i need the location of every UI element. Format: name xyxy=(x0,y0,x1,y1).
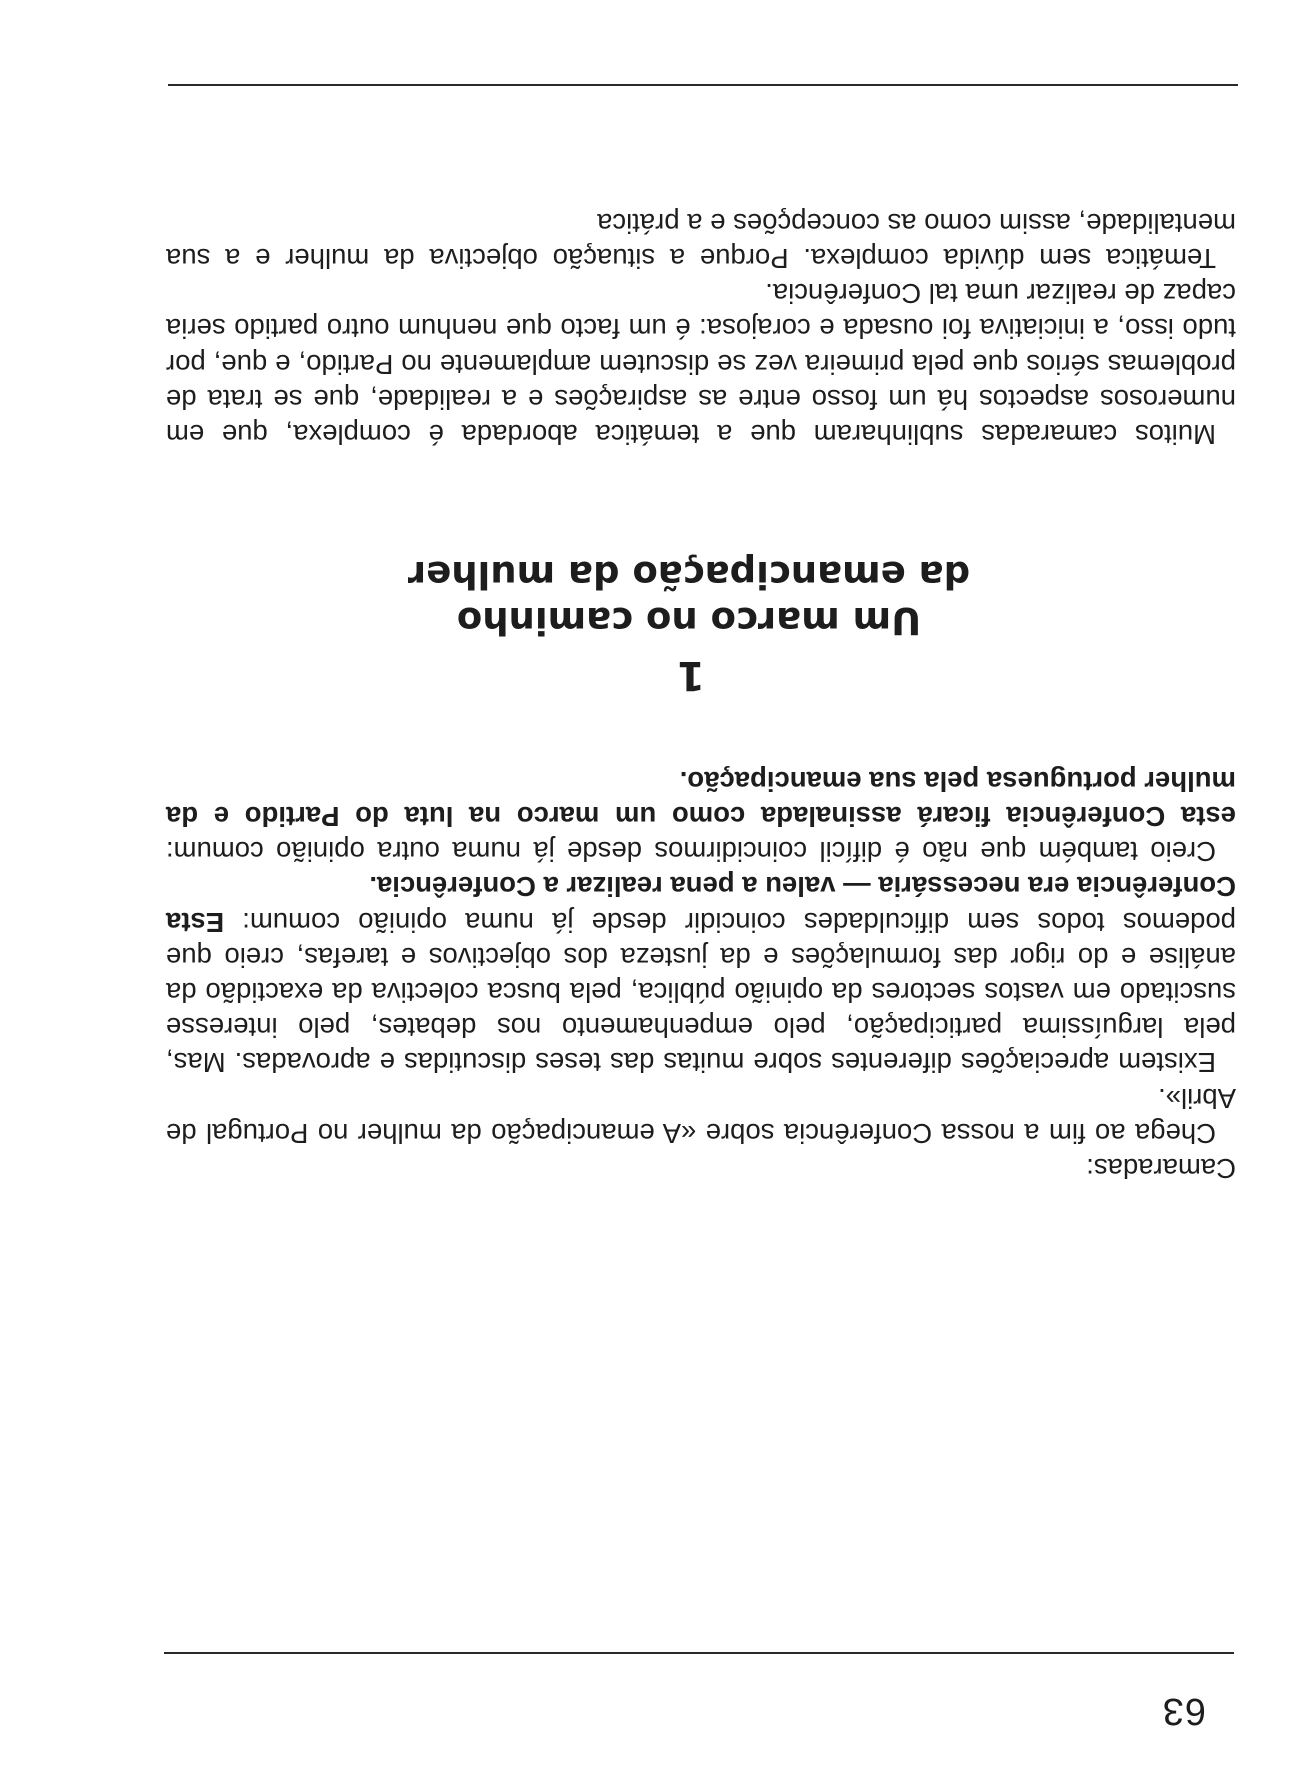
paragraph xyxy=(166,764,1236,870)
bold-statement: esta Conferência ficará assinalada como um marco na luta do Partido e da mulher portuguesa pela sua emancipação. xyxy=(166,765,1236,832)
paragraph-text: Existem apreciações diferentes sobre muitas das teses discutidas e aprovadas. Mas, pela larguíssima participação, pelo empenhamento nos debates, pelo interesse suscitado em vastos sectores da opinião pública, pela busca colectiva da exactidão da análise e do rigor das formulações e da justeza dos objectivos e tarefas, creio que podemos todos sem dificuldades coincidir desde já numa opinião comum: xyxy=(166,906,1236,1079)
paragraph xyxy=(166,869,1236,1080)
chapter-heading xyxy=(166,551,1236,697)
chapter-number: 1 xyxy=(677,652,705,698)
header-rule xyxy=(164,1652,1234,1654)
salutation: Camaradas: xyxy=(1086,1153,1236,1184)
lower-text-section xyxy=(166,206,1236,452)
paragraph: Temática sem dúvida complexa. Porque a situação objectiva da mulher e a sua mentalidade, assim como as concepções e a prática xyxy=(166,207,1236,274)
paragraph xyxy=(166,1080,1236,1150)
page-number: 63 xyxy=(1161,1690,1206,1732)
chapter-title-line: da emancipação da mulher xyxy=(407,553,971,596)
chapter-title xyxy=(166,551,1212,643)
chapter-title-line: Um marco no caminho xyxy=(456,599,922,642)
paragraph-text: Creio também que não é difícil coincidirmos desde já numa outra opinião comum: xyxy=(166,836,1216,868)
paragraph: Muitos camaradas sublinharam que a temática abordada é complexa, que em numerosos aspectos há um fosso entre as aspirações e a realidade, que se trata de problemas sérios que pela primeira vez se discutem amplamente no Partido, e que, por tudo isso, a iniciativa foi ousada e corajosa: é um facto que nenhum outro partido seria capaz de realizar uma tal Conferência. xyxy=(166,278,1236,450)
bold-statement: Esta Conferência era necessária — valeu a pena realizar a Conferência. xyxy=(165,871,1236,938)
upper-text-section xyxy=(166,764,1236,1186)
paragraph-text: Chega ao fim a nossa Conferência sobre «A emancipação da mulher no Portugal de Abril». xyxy=(166,1082,1236,1149)
footer-rule xyxy=(168,84,1238,86)
